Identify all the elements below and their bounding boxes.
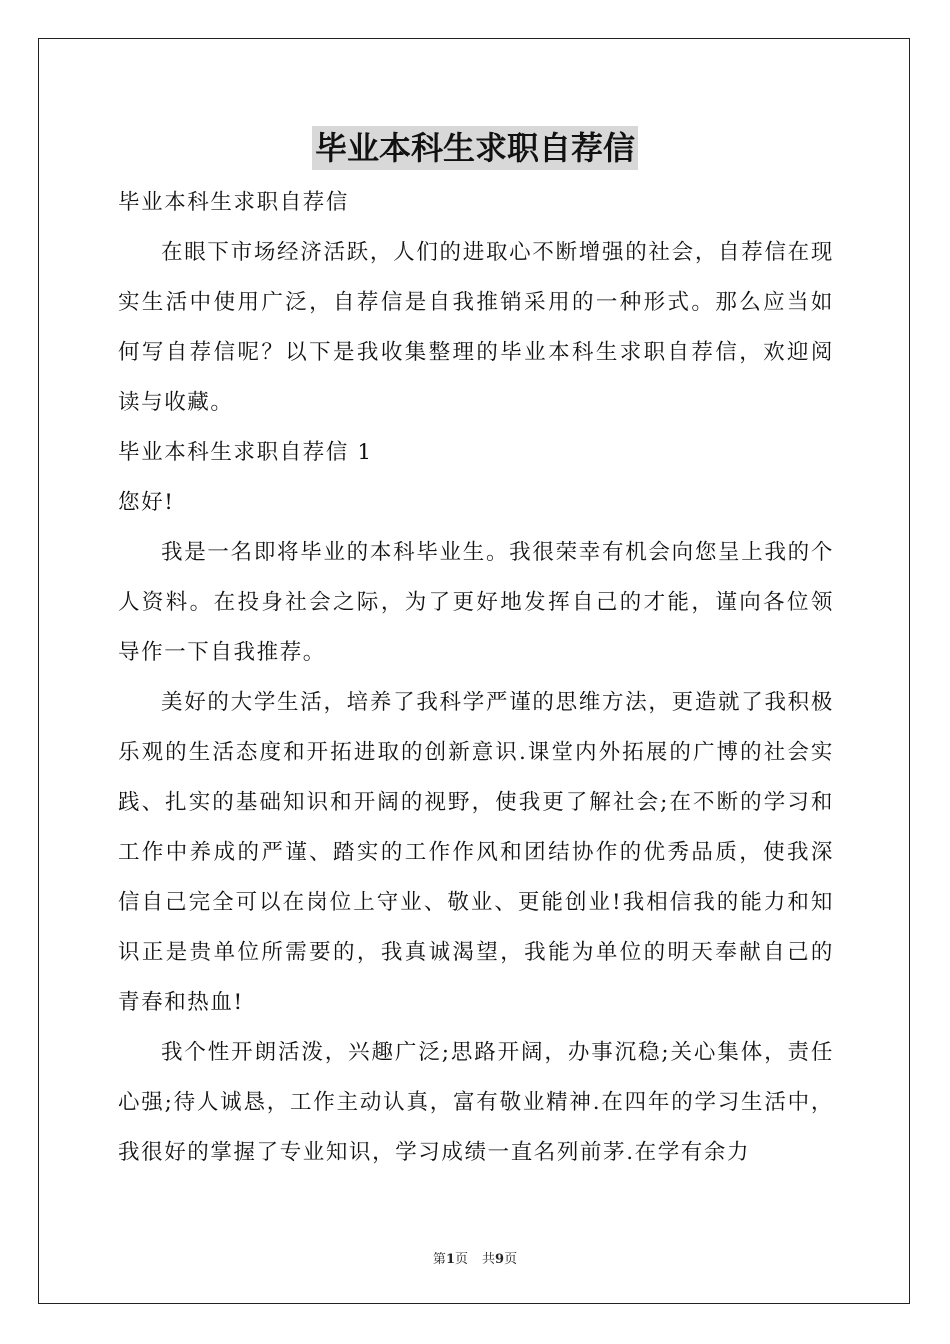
section-heading: 毕业本科生求职自荐信 1 — [118, 440, 373, 465]
page-number-suffix: 页 — [454, 1252, 468, 1267]
body-paragraph: 在眼下市场经济活跃，人们的进取心不断增强的社会，自荐信在现实生活中使用广泛，自荐信是自我推销采用的一种形式。那么应当如何写自荐信呢？以下是我收集整理的毕业本科生求职自荐信，欢迎阅读与收藏。 — [118, 240, 834, 415]
body-paragraph: 毕业本科生求职自荐信 — [118, 190, 350, 215]
body-paragraph: 美好的大学生活，培养了我科学严谨的思维方法，更造就了我积极乐观的生活态度和开拓进取的创新意识.课堂内外拓展的广博的社会实践、扎实的基础知识和开阔的视野，使我更了解社会;在不断的学习和工作中养成的严谨、踏实的工作作风和团结协作的优秀品质，使我深信自己完全可以在岗位上守业、敬业、更能创业!我相信我的能力和知识正是贵单位所需要的，我真诚渴望，我能为单位的明天奉献自己的青春和热血! — [118, 690, 834, 1015]
page-number-prefix: 第 — [432, 1252, 446, 1267]
page-total-prefix: 共 — [482, 1252, 496, 1267]
page-number-total: 9 — [495, 1252, 505, 1267]
salutation: 您好! — [118, 490, 175, 515]
page-footer — [0, 1248, 950, 1267]
document-title: 毕业本科生求职自荐信 — [312, 126, 638, 170]
page-number-current: 1 — [445, 1252, 455, 1267]
document-body — [118, 178, 834, 1178]
page-total-suffix: 页 — [504, 1252, 518, 1267]
body-paragraph: 我是一名即将毕业的本科毕业生。我很荣幸有机会向您呈上我的个人资料。在投身社会之际，为了更好地发挥自己的才能，谨向各位领导作一下自我推荐。 — [118, 540, 834, 665]
body-paragraph: 我个性开朗活泼，兴趣广泛;思路开阔，办事沉稳;关心集体，责任心强;待人诚恳，工作主动认真，富有敬业精神.在四年的学习生活中，我很好的掌握了专业知识，学习成绩一直名列前茅.在学有余力 — [118, 1040, 834, 1165]
title-container — [0, 126, 950, 170]
